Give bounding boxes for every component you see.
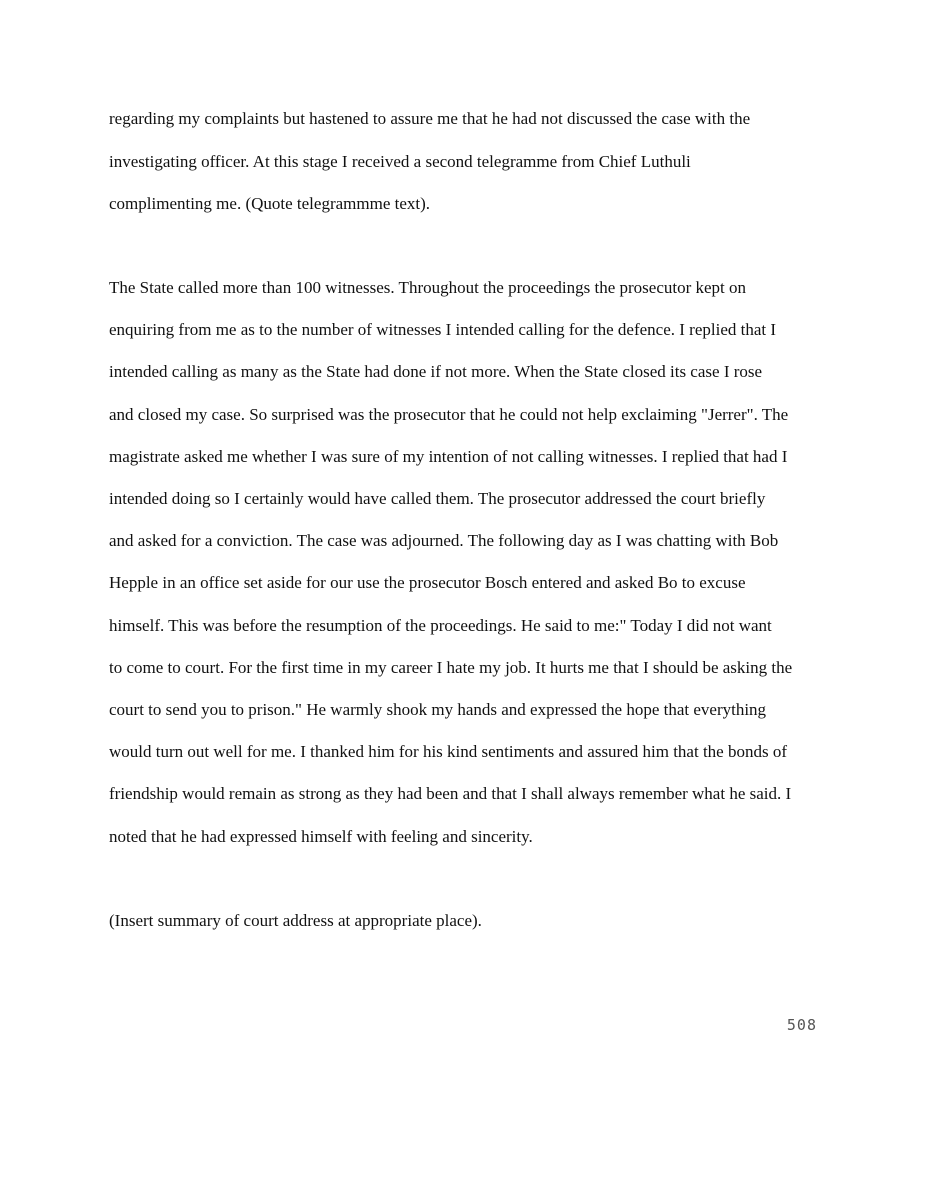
- text-line: intended calling as many as the State had done if not more. When the State closed its case I rose: [109, 362, 763, 381]
- text-line: enquiring from me as to the number of witnesses I intended calling for the defence. I replied that I: [109, 320, 777, 339]
- text-line: intended doing so I certainly would have called them. The prosecutor addressed the court briefly: [109, 489, 766, 508]
- text-line: Hepple in an office set aside for our use the prosecutor Bosch entered and asked Bo to excuse: [109, 573, 746, 592]
- text-line: magistrate asked me whether I was sure of my intention of not calling witnesses. I replied that had I: [109, 447, 788, 466]
- text-line: would turn out well for me. I thanked him for his kind sentiments and assured him that the bonds of: [109, 742, 787, 761]
- text-line: to come to court. For the first time in my career I hate my job. It hurts me that I should be asking the: [109, 658, 793, 677]
- text-line: (Insert summary of court address at appropriate place).: [109, 911, 482, 930]
- text-line: friendship would remain as strong as they had been and that I shall always remember what he said. I: [109, 784, 792, 803]
- text-line: and closed my case. So surprised was the prosecutor that he could not help exclaiming "Jerrer". The: [109, 405, 789, 424]
- text-line: complimenting me. (Quote telegrammme text).: [109, 194, 431, 213]
- text-line: investigating officer. At this stage I received a second telegramme from Chief Luthuli: [109, 152, 691, 171]
- text-line: regarding my complaints but hastened to assure me that he had not discussed the case with the: [109, 109, 751, 128]
- text-line: The State called more than 100 witnesses. Throughout the proceedings the prosecutor kept on: [109, 278, 747, 297]
- text-line: noted that he had expressed himself with feeling and sincerity.: [109, 827, 533, 846]
- text-line: court to send you to prison." He warmly shook my hands and expressed the hope that everything: [109, 700, 767, 719]
- text-line: and asked for a conviction. The case was adjourned. The following day as I was chatting with Bob: [109, 531, 779, 550]
- page-number: 508: [786, 1016, 817, 1034]
- text-line: himself. This was before the resumption of the proceedings. He said to me:" Today I did not want: [109, 616, 772, 635]
